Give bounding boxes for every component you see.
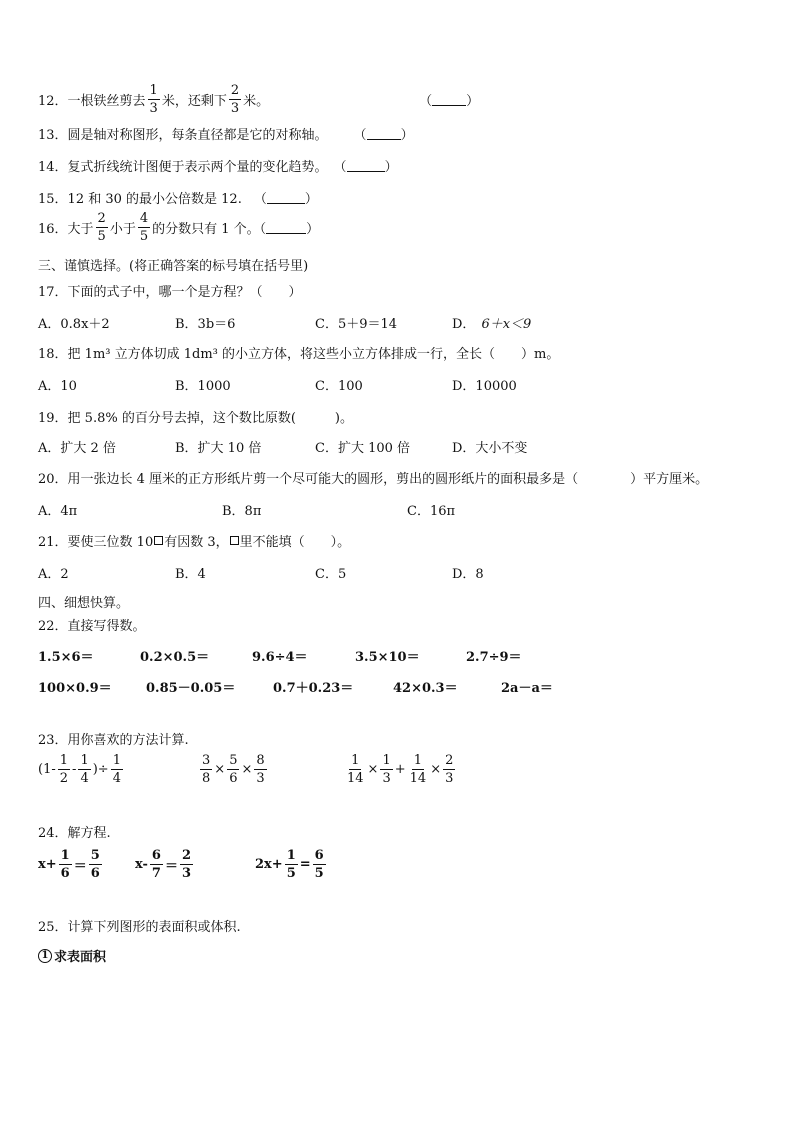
answer-paren-open: （ [419,94,433,109]
question-25-sub: 1 求表面积 [38,946,106,965]
calc-item: 2a－a＝ [501,681,553,696]
question-22-title: 22．直接写得数。 [38,619,146,634]
option-a[interactable]: A．4π [38,504,78,519]
question-13 [38,124,414,143]
option-a[interactable]: A．10 [38,379,77,394]
q14-text: 14．复式折线统计图便于表示两个量的变化趋势。 [38,160,328,175]
question-17: 17．下面的式子中，哪一个是方程？（ ） [38,285,302,300]
expression-23-2: $\frac{3}{8}$ × $\frac{5}{6}$ × $\frac{8}{3}$ [202,753,265,786]
q12-suffix: 米。 [243,94,270,109]
blank-square-icon [230,536,239,545]
answer-paren-close: ） [306,222,320,237]
answer-paren-close: ） [400,128,414,143]
blank-square-icon [154,536,163,545]
answer-paren-open: （ [333,160,347,175]
option-a[interactable]: A．2 [38,567,69,582]
fraction: $\frac{2}{3}$ [230,83,240,116]
q12-prefix: 12．一根铁丝剪去 [38,94,146,109]
option-c[interactable]: C．5＋9＝14 [315,317,398,332]
option-a[interactable]: A．扩大 2 倍 [38,441,116,456]
calc-item: 1.5×6＝ [38,650,94,665]
q12-mid: 米，还剩下 [161,94,227,109]
option-b[interactable]: B．3b＝6 [175,317,236,332]
q13-text: 13．圆是轴对称图形，每条直径都是它的对称轴。 [38,128,328,143]
fraction: $\frac{1}{3}$ [149,83,158,116]
answer-blank[interactable] [266,221,306,234]
calc-item: 3.5×10＝ [355,650,420,665]
option-c[interactable]: C．扩大 100 倍 [315,441,411,456]
option-b[interactable]: B．4 [175,567,206,582]
question-23-title: 23．用你喜欢的方法计算. [38,733,189,748]
q15-text: 15．12 和 30 的最小公倍数是 12. [38,192,242,207]
question-12 [38,84,479,115]
fraction: $\frac{4}{5}$ [139,211,149,244]
answer-blank[interactable] [267,191,305,204]
answer-blank[interactable] [367,127,401,140]
circled-number-one-icon: 1 [38,949,52,963]
section-4-title: 四、细想快算。 [38,596,130,611]
option-c[interactable]: C．100 [315,379,363,394]
answer-paren-open: （ [253,192,267,207]
equation-24-2: x- $\frac{6}{7}$ ＝ $\frac{2}{3}$ [135,848,192,881]
section-3-title: 三、谨慎选择。(将正确答案的标号填在括号里) [38,259,309,274]
q16-suffix: 的分数只有 1 个。（ [152,222,267,237]
question-20: 20．用一张边长 4 厘米的正方形纸片剪一个尽可能大的圆形，剪出的圆形纸片的面积最多是（ ）平方厘米。 [38,472,709,487]
calc-item: 100×0.9＝ [38,681,112,696]
option-d[interactable]: D．大小不变 [452,441,528,456]
answer-paren-open: （ [353,128,367,143]
question-24-title: 24．解方程. [38,826,111,841]
option-a[interactable]: A．0.8x＋2 [38,317,110,332]
question-19: 19．把 5.8% 的百分号去掉，这个数比原数( )。 [38,411,353,426]
option-b[interactable]: B．1000 [175,379,231,394]
calc-item: 0.2×0.5＝ [140,650,210,665]
option-b[interactable]: B．8π [222,504,262,519]
option-c[interactable]: C．5 [315,567,347,582]
equation-24-1: x+ $\frac{1}{6}$ ＝ $\frac{5}{6}$ [38,848,100,881]
option-d[interactable]: D．10000 [452,379,517,394]
answer-blank[interactable] [347,159,385,172]
option-d[interactable]: D．8 [452,567,484,582]
answer-paren-close: ） [384,160,398,175]
question-16 [38,212,319,243]
question-15 [38,188,318,207]
q16-prefix: 16．大于 [38,222,94,237]
calc-item: 9.6÷4＝ [252,650,308,665]
expression-23-3: $\frac{1}{14}$ × $\frac{1}{3}$ + $\frac{1}{14}$ × $\frac{2}{3}$ [347,753,454,786]
answer-paren-close: ） [304,192,318,207]
answer-blank[interactable] [432,93,466,106]
fraction: $\frac{2}{5}$ [97,211,106,244]
question-21: 21．要使三位数 10 有因数 3， 里不能填（ ）。 [38,535,351,550]
option-c[interactable]: C．16π [407,504,456,519]
expression-23-1: (1- $\frac{1}{2}$ - $\frac{1}{4}$ ) ÷ $\frac{1}{4}$ [38,753,121,786]
q16-mid: 小于 [109,222,136,237]
equation-24-3: 2x+ $\frac{1}{5}$ = $\frac{6}{5}$ [255,848,324,881]
question-14 [38,156,398,175]
calc-item: 42×0.3＝ [393,681,458,696]
calc-item: 0.85－0.05＝ [146,681,236,696]
calc-item: 0.7＋0.23＝ [273,681,354,696]
option-d-expression: 6＋x＜9 [481,317,532,332]
calc-item: 2.7÷9＝ [466,650,522,665]
option-d[interactable]: D． 6＋x＜9 [452,317,532,332]
option-b[interactable]: B．扩大 10 倍 [175,441,262,456]
answer-paren-close: ） [466,94,480,109]
question-18: 18．把 1m³ 立方体切成 1dm³ 的小立方体，将这些小立方体排成一行，全长（ ）m。 [38,347,560,362]
question-25-title: 25．计算下列图形的表面积或体积. [38,920,241,935]
